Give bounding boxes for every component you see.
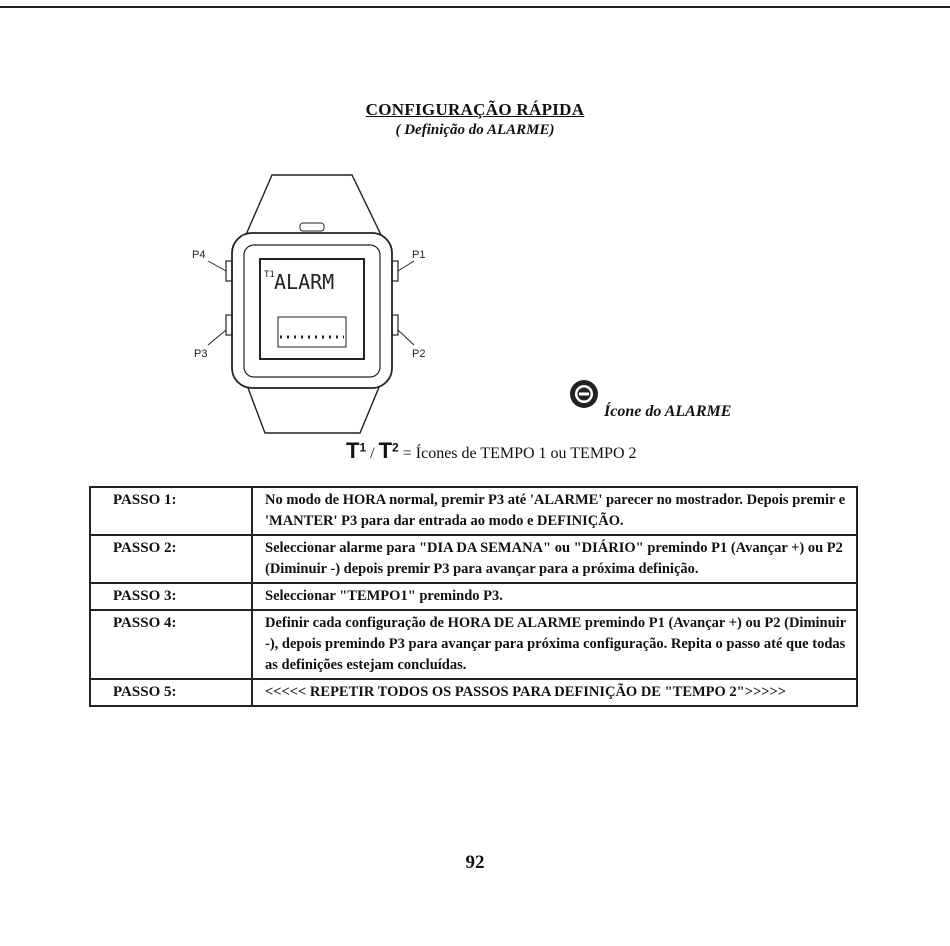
step-text: Seleccionar "TEMPO1" premindo P3. <box>252 583 857 610</box>
page-number: 92 <box>465 852 485 873</box>
step-label: PASSO 2: <box>90 535 252 583</box>
step-label: PASSO 1: <box>90 487 252 535</box>
watch-strap-top <box>245 175 382 237</box>
watch-diagram <box>180 165 440 435</box>
strap-slot-top <box>300 223 324 231</box>
table-row <box>90 679 857 706</box>
button-label-p1: P1 <box>412 249 426 261</box>
table-row <box>90 487 857 535</box>
step-label: PASSO 5: <box>90 679 252 706</box>
watch-display-text: ALARM <box>274 270 335 294</box>
tempo-sup-1: 1 <box>359 440 367 455</box>
step-text: Definir cada configuração de HORA DE ALARME premindo P1 (Avançar +) ou P2 (Diminuir -), depois premindo P3 para avançar para próxima configuração. Repita o passo até que todas as definições estejam concluídas. <box>252 610 857 679</box>
button-label-p3: P3 <box>194 348 208 360</box>
tempo-legend-text: = Ícones de TEMPO 1 ou TEMPO 2 <box>402 445 637 462</box>
table-row <box>90 535 857 583</box>
tempo-sup-2: 2 <box>392 440 399 455</box>
alarm-clock-icon <box>568 378 600 410</box>
button-label-p2: P2 <box>412 348 426 360</box>
tempo-symbol-2: T <box>378 438 393 463</box>
tempo-symbol-1: T <box>346 438 360 463</box>
alarm-icon-label: Ícone do ALARME <box>604 403 732 420</box>
page-title: CONFIGURAÇÃO RÁPIDA <box>365 100 585 119</box>
page-subtitle: ( Definição do ALARME) <box>395 122 555 138</box>
table-row <box>90 610 857 679</box>
table-row <box>90 583 857 610</box>
step-text: Seleccionar alarme para "DIA DA SEMANA" ou "DIÁRIO" premindo P1 (Avançar +) ou P2 (Diminuir -) depois premir P3 para avançar para a próxima definição. <box>252 535 857 583</box>
watch-side-icon-text: T1 <box>264 270 275 280</box>
tempo-legend <box>346 438 637 464</box>
step-label: PASSO 3: <box>90 583 252 610</box>
step-text: No modo de HORA normal, premir P3 até 'ALARME' parecer no mostrador. Depois premir e 'MANTER' P3 para dar entrada ao modo e DEFINIÇÃO. <box>252 487 857 535</box>
step-label: PASSO 4: <box>90 610 252 679</box>
step-text: <<<<< REPETIR TODOS OS PASSOS PARA DEFINIÇÃO DE "TEMPO 2">>>>> <box>252 679 857 706</box>
top-rule <box>0 6 950 8</box>
steps-table <box>89 486 858 707</box>
tempo-separator: / <box>370 445 375 462</box>
button-label-p4: P4 <box>192 249 206 261</box>
